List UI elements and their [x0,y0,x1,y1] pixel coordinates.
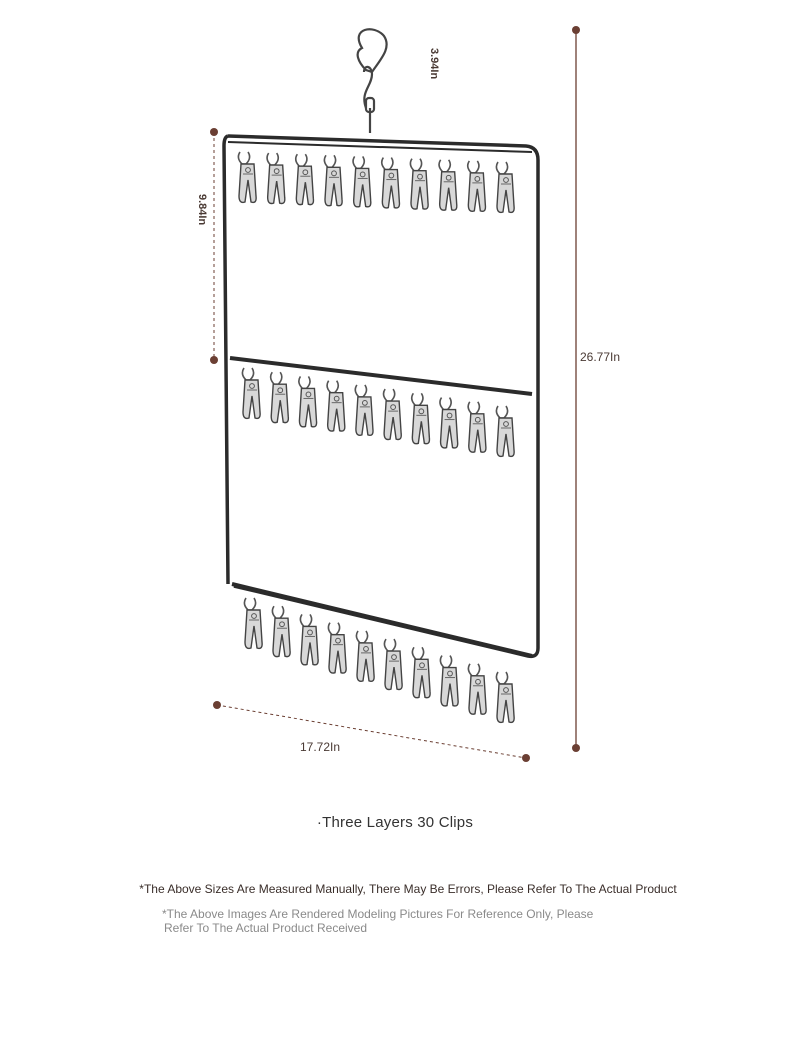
clip-icon [384,639,402,689]
product-caption: ·Three Layers 30 Clips [316,814,474,831]
clip-icon [468,161,486,211]
clips-group [238,152,514,722]
clip-icon [238,152,256,202]
total-height-label: 26.77In [580,350,621,364]
clip-icon [272,606,290,656]
clip-icon [267,153,285,203]
render-disclaimer-line-1: *The Above Images Are Rendered Modeling Pictures For Reference Only, Please [162,907,594,921]
clip-icon [353,156,371,206]
hanger-frame [224,136,538,656]
hook-height-label: 3.94In [428,48,440,80]
clip-icon [328,623,346,673]
clip-icon [271,372,289,422]
clip-icon [468,664,486,714]
clip-icon [299,376,317,426]
hook-icon [358,29,387,133]
clip-icon [496,672,514,722]
clip-icon [410,159,428,209]
tier-spacing-label: 9.84In [196,194,208,226]
clip-icon [244,598,262,648]
width-label: 17.72In [300,740,341,754]
clip-icon [296,154,314,204]
clip-icon [324,155,342,205]
clip-icon [327,381,345,431]
clip-icon [355,385,373,435]
render-disclaimer-line-2: Refer To The Actual Product Received [164,921,368,935]
clip-icon [468,402,486,452]
clip-icon [439,160,457,210]
clip-icon [412,647,430,697]
clip-icon [412,393,430,443]
clip-icon [496,406,514,456]
render-disclaimer [162,907,632,935]
clip-icon [242,368,260,418]
clip-icon [384,389,402,439]
clip-icon [440,398,458,448]
clip-icon [440,656,458,706]
clip-icon [356,631,374,681]
clip-icon [382,158,400,208]
clip-icon [300,614,318,664]
tier-dimension-line [210,128,218,364]
measurement-disclaimer: *The Above Sizes Are Measured Manually, There May Be Errors, Please Refer To The Actual Product [139,882,677,896]
height-dimension-line [572,26,580,752]
clip-icon [496,162,514,212]
